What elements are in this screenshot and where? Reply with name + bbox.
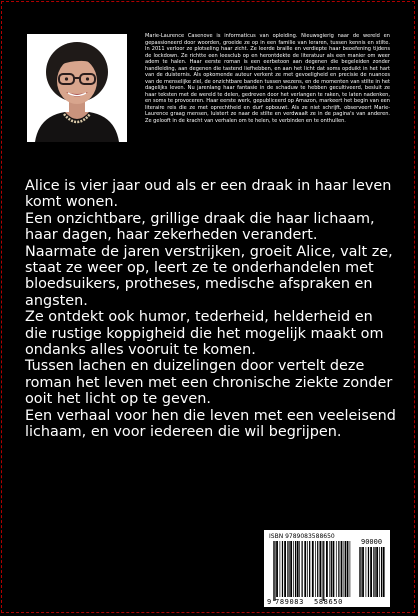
isbn-label: ISBN 9789083588650 <box>269 533 335 540</box>
blurb-paragraph: Tussen lachen en duizelingen door vertelt deze roman het leven met een chronische ziekte zonder ooit het licht op te geven. <box>25 358 393 408</box>
back-cover-blurb <box>25 178 397 441</box>
barcode-bars <box>273 541 350 601</box>
price-addon-bars <box>359 547 385 597</box>
blurb-paragraph: Een verhaal voor hen die leven met een veeleisend lichaam, en voor iedereen die wil begrijpen. <box>25 407 396 441</box>
barcode-digits-left: 789083 <box>275 598 304 606</box>
author-bio: Marie-Laurence Casenove is informaticus van opleiding. Nieuwsgierig naar de wereld en gepassioneerd door woorden, groeide ze op in een familie van leraren, tussen kennis en stilte. In 2011 verloor ze plotseling haar zicht. Ze leerde braille en verdiepte haar beoefening tijdens de lockdown. Ze richtte een leesclub op en herontdekte de literatuur als een manier om weer adem te halen. Haar eerste roman is een eerbetoon aan degenen die begeleiden zonder handleiding, aan degenen die tastend liefhebben, en aan het licht dat soms opduikt in het hart van de duisternis. Als opkomende auteur verkent ze met gevoeligheid en precisie de nuances van de menselijke ziel, de onzichtbare banden tussen wezens, en de momenten van stilte in het dagelijks leven. Nu jarenlang haar fantasie in de schaduw te hebben gecultiveerd, besluit ze haar teksten met de wereld te delen, gedreven door het verlangen te raken, te laten nadenken, en soms te provoceren. Haar eerste werk, gepubliceerd op Amazon, markeert het begin van een literaire reis die ze met oprechtheid en durf opbouwt. Als ze niet schrijft, observeert Marie-Laurence graag mensen, luistert ze naar de stilte en verdwaalt ze in de pagina's van anderen. Ze gelooft in de kracht van verhalen om te helen, te verbinden en te onthullen. <box>145 33 390 124</box>
blurb-paragraph: Een onzichtbare, grillige draak die haar lichaam, haar dagen, haar zekerheden verandert. <box>25 210 375 244</box>
blurb-paragraph: Alice is vier jaar oud als er een draak in haar leven komt wonen. <box>25 178 392 211</box>
barcode-digit-first: 9 <box>267 598 272 606</box>
price-code: 90000 <box>361 538 383 546</box>
author-photo <box>27 34 127 142</box>
barcode-digits-right: 588650 <box>314 598 343 606</box>
blurb-paragraph: Naarmate de jaren verstrijken, groeit Alice, valt ze, staat ze weer op, leert ze te onderhandelen met bloedsuikers, protheses, medische afspraken en angsten. <box>25 243 393 309</box>
barcode-graphic <box>264 530 390 607</box>
isbn-barcode <box>264 530 390 607</box>
blurb-paragraph: Ze ontdekt ook humor, tederheid, helderheid en die rustige koppigheid die het mogelijk maakt om ondanks alles vooruit te komen. <box>25 309 384 359</box>
